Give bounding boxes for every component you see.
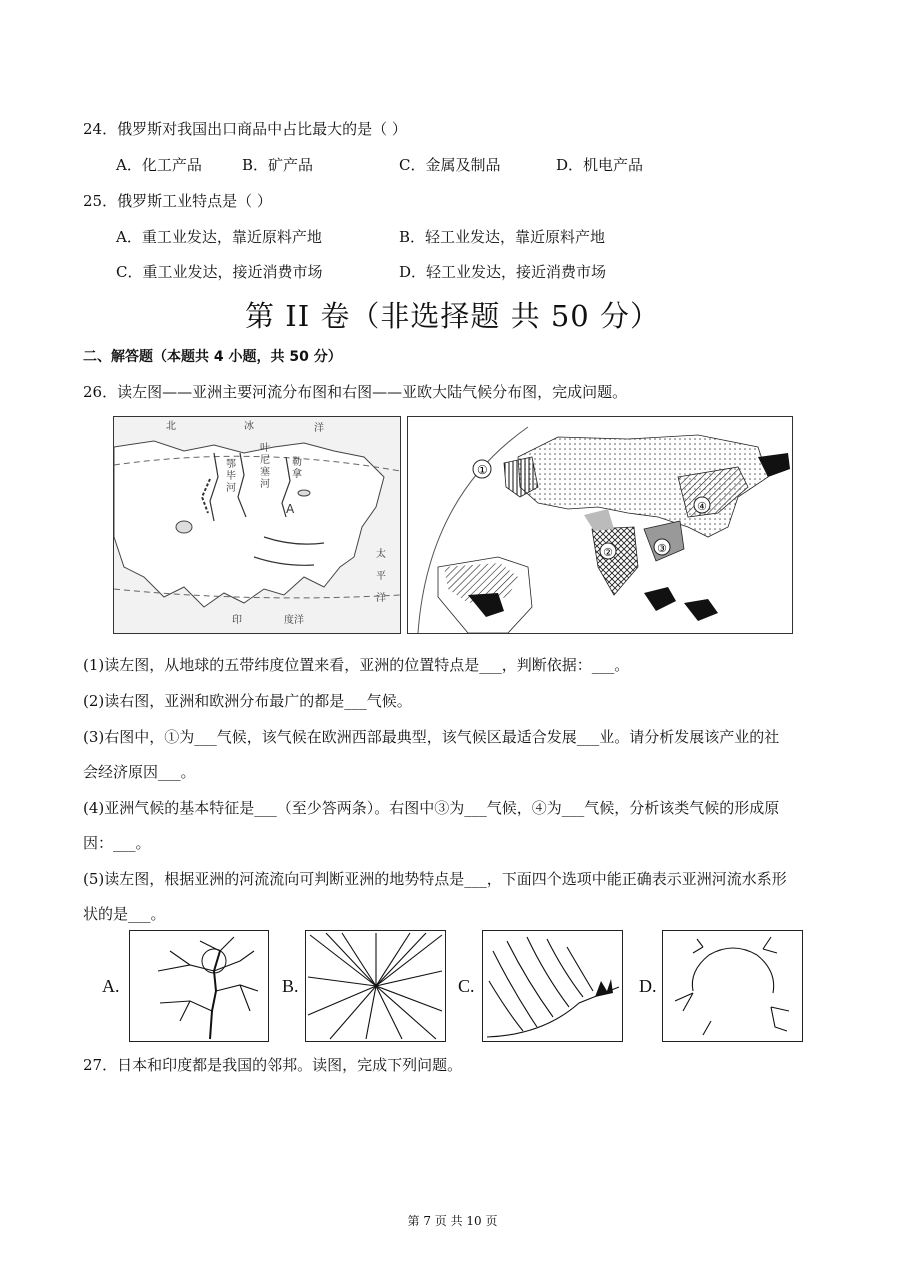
left-map-label-sai: 塞 (260, 467, 270, 478)
q26-sub3-line2: 会经济原因___。 (83, 763, 196, 781)
asia-river-map-drawing (114, 417, 400, 633)
q26-sub2: (2)读右图，亚洲和欧洲分布最广的都是___气候。 (83, 692, 412, 710)
q26-sub5-line1: (5)读左图，根据亚洲的河流流向可判断亚洲的地势特点是___，下面四个选项中能正确表示亚洲河流水系形 (83, 870, 787, 888)
q25-option-b: B．轻工业发达，靠近原料产地 (399, 228, 606, 246)
river-pattern-d (662, 930, 803, 1042)
q26-sub4-line1: (4)亚洲气候的基本特征是___（至少答两条）。右图中③为___气候，④为___气候，分析该类气候的形成原 (83, 799, 780, 817)
left-map-label-ice: 冰 (244, 421, 254, 432)
river-pattern-a (129, 930, 269, 1042)
q24-stem: 24．俄罗斯对我国出口商品中占比最大的是（ ） (83, 120, 407, 138)
eurasia-climate-map-drawing (408, 417, 792, 633)
pattern-label-a: A. (102, 976, 120, 996)
river-pattern-b (305, 930, 446, 1042)
section-title: 第 II 卷（非选择题 共 50 分） (245, 299, 660, 333)
page-footer: 第 7 页 共 10 页 (407, 1214, 498, 1228)
left-map-label-ni: 尼 (260, 455, 270, 466)
q26-sub4-line2: 因：___。 (83, 834, 151, 852)
climate-label-1: ① (477, 463, 488, 477)
left-map-label-a: A (286, 502, 295, 516)
river-pattern-c-drawing (483, 931, 622, 1041)
q25-stem: 25．俄罗斯工业特点是（ ） (83, 192, 272, 210)
eurasia-climate-map (407, 416, 793, 634)
pattern-label-b: B. (282, 976, 299, 996)
left-map-label-du: 度洋 (284, 615, 304, 626)
q26-sub1: (1)读左图，从地球的五带纬度位置来看，亚洲的位置特点是___，判断依据：___。 (83, 656, 630, 674)
climate-label-2: ② (603, 546, 613, 559)
left-map-label-ao: 鄂 (226, 459, 236, 470)
q25-option-a: A．重工业发达，靠近原料产地 (116, 228, 322, 246)
river-pattern-c (482, 930, 623, 1042)
pattern-label-d: D. (639, 976, 657, 996)
left-map-label-yin: 印 (232, 615, 242, 626)
left-map-label-ping: 平 (376, 571, 386, 582)
q25-option-c: C．重工业发达，接近消费市场 (116, 263, 323, 281)
left-map-label-na: 拿 (292, 469, 302, 480)
left-map-label-ye: 叶 (260, 443, 270, 454)
left-map-label-he2: 河 (226, 483, 236, 494)
river-pattern-b-drawing (306, 931, 445, 1041)
climate-label-3: ③ (657, 542, 667, 555)
section-heading: 二、解答题（本题共 4 小题，共 50 分） (83, 349, 342, 365)
left-map-label-he: 河 (260, 479, 270, 490)
q26-sub5-line2: 状的是___。 (83, 905, 166, 923)
river-pattern-a-drawing (130, 931, 268, 1041)
q25-option-d: D．轻工业发达，接近消费市场 (399, 263, 607, 281)
left-map-label-north: 北 (166, 421, 176, 432)
left-map-label-yang: 洋 (376, 593, 386, 604)
q27-stem: 27．日本和印度都是我国的邻邦。读图，完成下列问题。 (83, 1056, 463, 1074)
left-map-label-bi: 毕 (226, 471, 236, 482)
q24-option-c: C．金属及制品 (399, 156, 501, 174)
left-map-label-ocean: 洋 (314, 423, 324, 434)
left-map-label-tai: 太 (376, 549, 386, 560)
q24-option-d: D．机电产品 (556, 156, 644, 174)
river-pattern-d-drawing (663, 931, 802, 1041)
q26-sub3-line1: (3)右图中，①为___气候，该气候在欧洲西部最典型，该气候区最适合发展___业。请分析发展该产业的社 (83, 728, 780, 746)
q24-option-a: A．化工产品 (116, 156, 202, 174)
asia-river-map (113, 416, 401, 634)
q24-option-b: B．矿产品 (242, 156, 314, 174)
left-map-label-le: 勒 (292, 457, 302, 468)
q26-stem: 26．读左图——亚洲主要河流分布图和右图——亚欧大陆气候分布图，完成问题。 (83, 383, 628, 401)
climate-label-4: ④ (697, 500, 707, 513)
pattern-label-c: C. (458, 976, 475, 996)
